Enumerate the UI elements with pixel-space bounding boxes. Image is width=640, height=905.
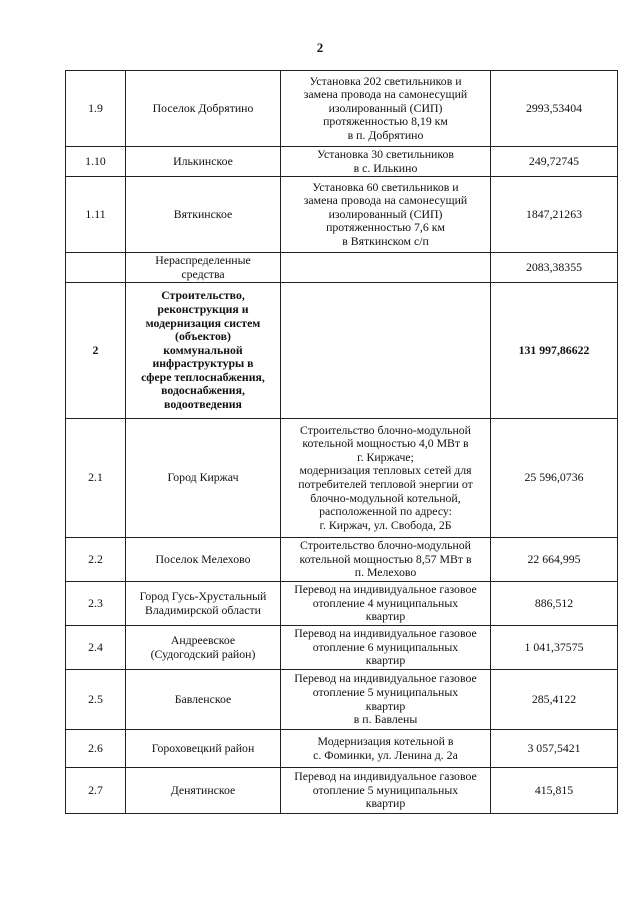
amount: 886,512 [491,582,618,626]
municipality: Бавленское [126,670,281,730]
municipality: Андреевское (Судогодский район) [126,626,281,670]
row-number: 2.6 [66,730,126,768]
measure-description: Перевод на индивидуальное газовое отопление 5 муниципальных квартир [281,768,491,814]
municipality: Нераспределенные средства [126,253,281,283]
amount: 22 664,995 [491,538,618,582]
measure-description [281,283,491,419]
municipality: Город Киржач [126,419,281,538]
section-title: Строительство, реконструкция и модернизация систем (объектов) коммунальной инфраструктуры в сфере теплоснабжения, водоснабжения, водоотведения [126,283,281,419]
municipality: Вяткинское [126,177,281,253]
measure-description [281,253,491,283]
table-row [66,730,618,768]
measure-description: Перевод на индивидуальное газовое отопление 4 муниципальных квартир [281,582,491,626]
row-number: 2 [66,283,126,419]
measure-description: Установка 30 светильников в с. Илькино [281,147,491,177]
row-number: 2.1 [66,419,126,538]
table-row [66,670,618,730]
table-row [66,419,618,538]
measure-description: Перевод на индивидуальное газовое отопление 6 муниципальных квартир [281,626,491,670]
amount: 249,72745 [491,147,618,177]
row-number: 2.7 [66,768,126,814]
measure-description: Установка 60 светильников и замена провода на самонесущий изолированный (СИП) протяженностью 7,6 км в Вяткинском с/п [281,177,491,253]
table-row [66,582,618,626]
table-row [66,253,618,283]
amount: 285,4122 [491,670,618,730]
row-number [66,253,126,283]
row-number: 1.11 [66,177,126,253]
row-number: 2.5 [66,670,126,730]
amount: 2083,38355 [491,253,618,283]
table-row [66,177,618,253]
municipality: Денятинское [126,768,281,814]
row-number: 2.2 [66,538,126,582]
table-row [66,626,618,670]
municipality: Поселок Добрятино [126,71,281,147]
amount: 131 997,86622 [491,283,618,419]
measure-description: Установка 202 светильников и замена провода на самонесущий изолированный (СИП) протяженностью 8,19 км в п. Добрятино [281,71,491,147]
amount: 25 596,0736 [491,419,618,538]
amount: 415,815 [491,768,618,814]
amount: 1847,21263 [491,177,618,253]
page-number: 2 [316,40,324,55]
amount: 1 041,37575 [491,626,618,670]
municipality: Гороховецкий район [126,730,281,768]
measure-description: Перевод на индивидуальное газовое отопление 5 муниципальных квартир в п. Бавлены [281,670,491,730]
amount: 3 057,5421 [491,730,618,768]
measure-description: Модернизация котельной в с. Фоминки, ул. Ленина д. 2а [281,730,491,768]
measure-description: Строительство блочно-модульной котельной мощностью 8,57 МВт в п. Мелехово [281,538,491,582]
measure-description: Строительство блочно-модульной котельной мощностью 4,0 МВт в г. Киржаче; модернизация тепловых сетей для потребителей тепловой энергии от блочно-модульной котельной, расположенной по адресу: г. Киржач, ул. Свобода, 2Б [281,419,491,538]
municipality: Поселок Мелехово [126,538,281,582]
municipality: Город Гусь-Хрустальный Владимирской области [126,582,281,626]
municipality: Илькинское [126,147,281,177]
row-number: 2.4 [66,626,126,670]
table-row [66,768,618,814]
table-row-section [66,283,618,419]
table-row [66,538,618,582]
table-row [66,71,618,147]
row-number: 2.3 [66,582,126,626]
budget-table [65,70,618,814]
row-number: 1.9 [66,71,126,147]
amount: 2993,53404 [491,71,618,147]
table-row [66,147,618,177]
row-number: 1.10 [66,147,126,177]
